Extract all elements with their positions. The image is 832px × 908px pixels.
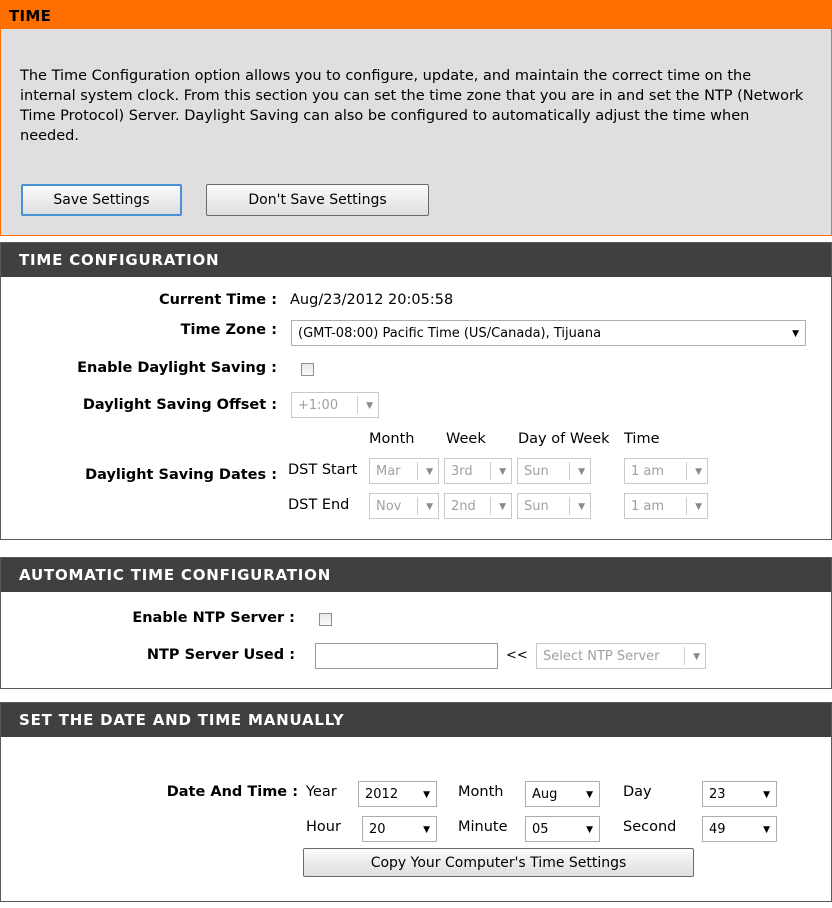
dst-start-day-of-week-select[interactable] (517, 458, 591, 484)
second-select[interactable] (702, 816, 777, 842)
column-month-label: Month (369, 431, 415, 447)
chevron-down-icon: ▼ (426, 467, 433, 477)
chevron-down-icon: ▼ (586, 825, 593, 835)
current-time-label: Current Time : (158, 292, 277, 308)
dont-save-settings-button[interactable]: Don't Save Settings (206, 184, 429, 216)
enable-ntp-server-label: Enable NTP Server : (132, 610, 295, 626)
minute-value: 05 (532, 821, 549, 837)
month-select[interactable] (525, 781, 600, 807)
dst-end-time-value: 1 am (631, 498, 665, 514)
chevron-down-icon: ▼ (578, 502, 585, 512)
ntp-server-arrows: << (506, 648, 528, 663)
time-zone-value: (GMT-08:00) Pacific Time (US/Canada), Tijuana (298, 325, 602, 341)
current-time-value: Aug/23/2012 20:05:58 (290, 292, 454, 308)
date-and-time-label: Date And Time : (166, 784, 298, 800)
dst-end-month-value: Nov (376, 498, 402, 514)
ntp-server-input[interactable] (315, 643, 498, 669)
set-date-time-manually-section (0, 702, 832, 902)
automatic-time-configuration-header (1, 558, 831, 592)
enable-ntp-server-checkbox[interactable] (319, 613, 332, 626)
month-value: Aug (532, 786, 558, 802)
time-zone-select[interactable] (291, 320, 806, 346)
dst-start-week-select[interactable] (444, 458, 512, 484)
year-label: Year (306, 784, 337, 800)
dst-end-week-select[interactable] (444, 493, 512, 519)
chevron-down-icon: ▼ (366, 401, 373, 411)
time-section (0, 0, 832, 236)
enable-daylight-saving-checkbox[interactable] (301, 363, 314, 376)
dst-start-day-of-week-value: Sun (524, 463, 549, 479)
time-zone-label: Time Zone : (180, 322, 277, 338)
second-label: Second (623, 819, 677, 835)
time-configuration-header (1, 243, 831, 277)
chevron-down-icon: ▼ (763, 790, 770, 800)
dst-start-time-value: 1 am (631, 463, 665, 479)
dst-end-month-select[interactable] (369, 493, 439, 519)
chevron-down-icon: ▼ (499, 467, 506, 477)
dst-start-label: DST Start (288, 462, 358, 478)
chevron-down-icon: ▼ (695, 502, 702, 512)
time-configuration-section (0, 242, 832, 540)
time-title: TIME (9, 7, 52, 25)
automatic-time-configuration-title: AUTOMATIC TIME CONFIGURATION (19, 566, 332, 584)
dst-end-week-value: 2nd (451, 498, 476, 514)
daylight-saving-offset-select[interactable] (291, 392, 379, 418)
second-value: 49 (709, 821, 726, 837)
time-header (1, 1, 831, 29)
daylight-saving-offset-label: Daylight Saving Offset : (82, 397, 277, 413)
time-intro-text: The Time Configuration option allows you to configure, update, and maintain the correct time on the internal system clock. From this section you can set the time zone that you are in and set the NTP (Network Time Protocol) Server. Daylight Saving can also be configured to automatically adjust the time when needed. (20, 68, 804, 144)
dst-start-week-value: 3rd (451, 463, 473, 479)
dst-end-day-of-week-select[interactable] (517, 493, 591, 519)
chevron-down-icon: ▼ (695, 467, 702, 477)
time-configuration-title: TIME CONFIGURATION (19, 251, 220, 269)
dst-end-label: DST End (288, 497, 350, 513)
chevron-down-icon: ▼ (423, 790, 430, 800)
chevron-down-icon: ▼ (578, 467, 585, 477)
daylight-saving-dates-label: Daylight Saving Dates : (85, 467, 277, 483)
hour-select[interactable] (362, 816, 437, 842)
month-label: Month (458, 784, 504, 800)
day-select[interactable] (702, 781, 777, 807)
daylight-saving-offset-value: +1:00 (298, 397, 339, 413)
column-time-label: Time (624, 431, 660, 447)
ntp-server-used-label: NTP Server Used : (146, 647, 295, 663)
chevron-down-icon: ▼ (426, 502, 433, 512)
dst-start-time-select[interactable] (624, 458, 708, 484)
ntp-server-select[interactable] (536, 643, 706, 669)
day-label: Day (623, 784, 652, 800)
chevron-down-icon: ▼ (586, 790, 593, 800)
column-day-of-week-label: Day of Week (518, 431, 610, 447)
hour-label: Hour (306, 819, 341, 835)
hour-value: 20 (369, 821, 386, 837)
chevron-down-icon: ▼ (499, 502, 506, 512)
chevron-down-icon: ▼ (423, 825, 430, 835)
ntp-server-select-value: Select NTP Server (543, 648, 660, 664)
dst-end-day-of-week-value: Sun (524, 498, 549, 514)
dst-start-month-select[interactable] (369, 458, 439, 484)
chevron-down-icon: ▼ (693, 652, 700, 662)
set-date-time-manually-header (1, 703, 831, 737)
column-week-label: Week (446, 431, 486, 447)
chevron-down-icon: ▼ (792, 329, 799, 339)
dst-start-month-value: Mar (376, 463, 401, 479)
year-select[interactable] (358, 781, 437, 807)
copy-computer-time-button[interactable]: Copy Your Computer's Time Settings (303, 848, 694, 877)
chevron-down-icon: ▼ (763, 825, 770, 835)
automatic-time-configuration-section (0, 557, 832, 689)
save-settings-button[interactable]: Save Settings (21, 184, 182, 216)
enable-daylight-saving-label: Enable Daylight Saving : (77, 360, 277, 376)
minute-select[interactable] (525, 816, 600, 842)
day-value: 23 (709, 786, 726, 802)
minute-label: Minute (458, 819, 508, 835)
year-value: 2012 (365, 786, 399, 802)
set-date-time-manually-title: SET THE DATE AND TIME MANUALLY (19, 711, 345, 729)
dst-end-time-select[interactable] (624, 493, 708, 519)
